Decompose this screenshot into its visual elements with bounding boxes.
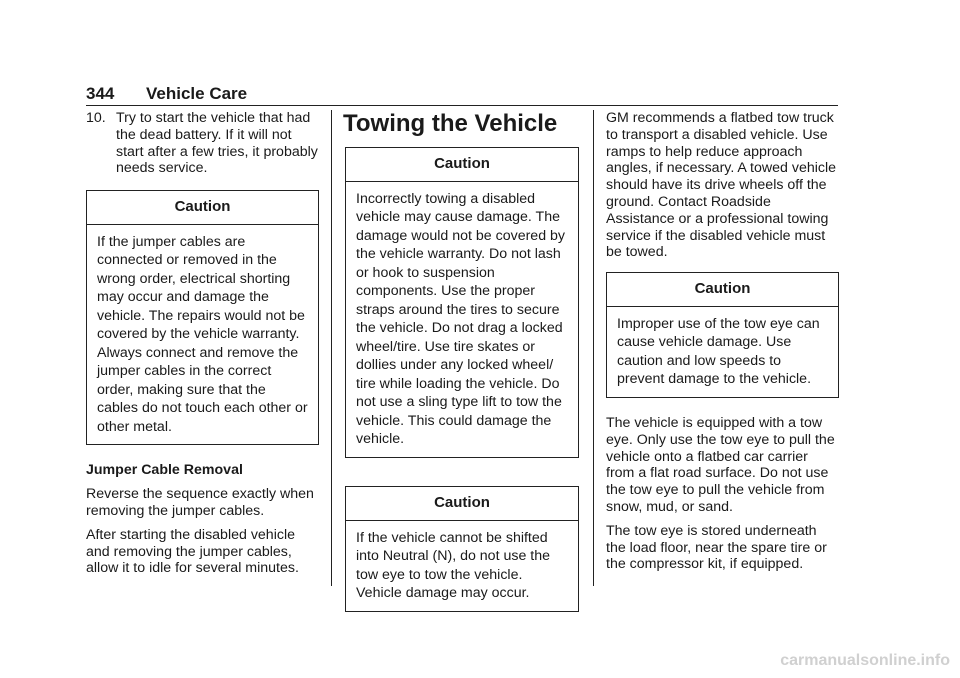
caution-body: Improper use of the tow eye can cause vehicle damage. Use caution and low speeds to prevent damage to the vehicle. <box>617 315 820 388</box>
paragraph-reverse-sequence: Reverse the sequence exactly when removing the jumper cables. <box>86 486 314 520</box>
caution-title: Caution <box>607 273 838 307</box>
caution-box-towing <box>345 147 579 458</box>
paragraph-tow-eye-usage: The vehicle is equipped with a tow eye. Only use the tow eye to pull the vehicle onto a flatbed car carrier from a flat road surface. Do not use the tow eye to pull the vehicle from snow, mud, or sand. <box>606 414 835 515</box>
section-title-header: Vehicle Care <box>146 84 248 103</box>
paragraph-flatbed-recommendation: GM recommends a flatbed tow truck to transport a disabled vehicle. Use ramps to help reduce approach angles, if necessary. A towed vehicle should have its drive wheels off the ground. Contact Roadside Assistance or a professional towing service if the disabled vehicle must be towed. <box>606 110 837 261</box>
paragraph-after-starting: After starting the disabled vehicle and removing the jumper cables, allow it to idle for several minutes. <box>86 526 299 577</box>
column-divider-2 <box>593 110 594 586</box>
caution-box-tow-eye <box>606 272 839 398</box>
column-2 <box>345 110 579 612</box>
caution-body: If the jumper cables are connected or removed in the wrong order, electrical shorting may occur and damage the vehicle. The repairs would not be covered by the vehicle warranty. Always connect and remove the jumper cables in the correct order, making sure that the cables do not touch each other or other metal. <box>97 233 308 435</box>
header-rule <box>86 105 838 106</box>
caution-title: Caution <box>346 487 578 521</box>
paragraph-tow-eye-storage: The tow eye is stored underneath the load floor, near the spare tire or the compressor kit, if equipped. <box>606 522 827 573</box>
column-divider-1 <box>331 110 332 586</box>
step-number: 10. <box>86 110 106 126</box>
caution-title: Caution <box>87 191 318 225</box>
watermark-text: carmanualsonline.info <box>780 652 950 669</box>
caution-title: Caution <box>346 148 578 182</box>
page-header <box>86 84 838 104</box>
jumper-cable-removal-heading: Jumper Cable Removal <box>86 462 243 479</box>
step-10 <box>86 110 319 177</box>
caution-body: Incorrectly towing a disabled vehicle may cause damage. The damage would not be covered by the vehicle warranty. Do not lash or hook to suspension components. Use the proper straps around the tires to secure the vehicle. Do not drag a locked wheel/tire. Use tire skates or dollies under any locked wheel/ tire while loading the vehicle. Do not use a sling type lift to tow the vehicle. This could damage the vehicle. <box>356 190 566 448</box>
step-text: Try to start the vehicle that had the dead battery. If it will not start after a few tries, it probably needs service. <box>116 110 318 177</box>
caution-body: If the vehicle cannot be shifted into Neutral (N), do not use the tow eye to tow the vehicle. Vehicle damage may occur. <box>356 529 550 602</box>
caution-box-neutral <box>345 486 579 612</box>
column-1 <box>86 110 319 577</box>
caution-box-jumper <box>86 190 319 445</box>
towing-section-title: Towing the Vehicle <box>343 110 558 137</box>
column-3 <box>606 110 839 573</box>
page-number: 344 <box>86 84 115 103</box>
